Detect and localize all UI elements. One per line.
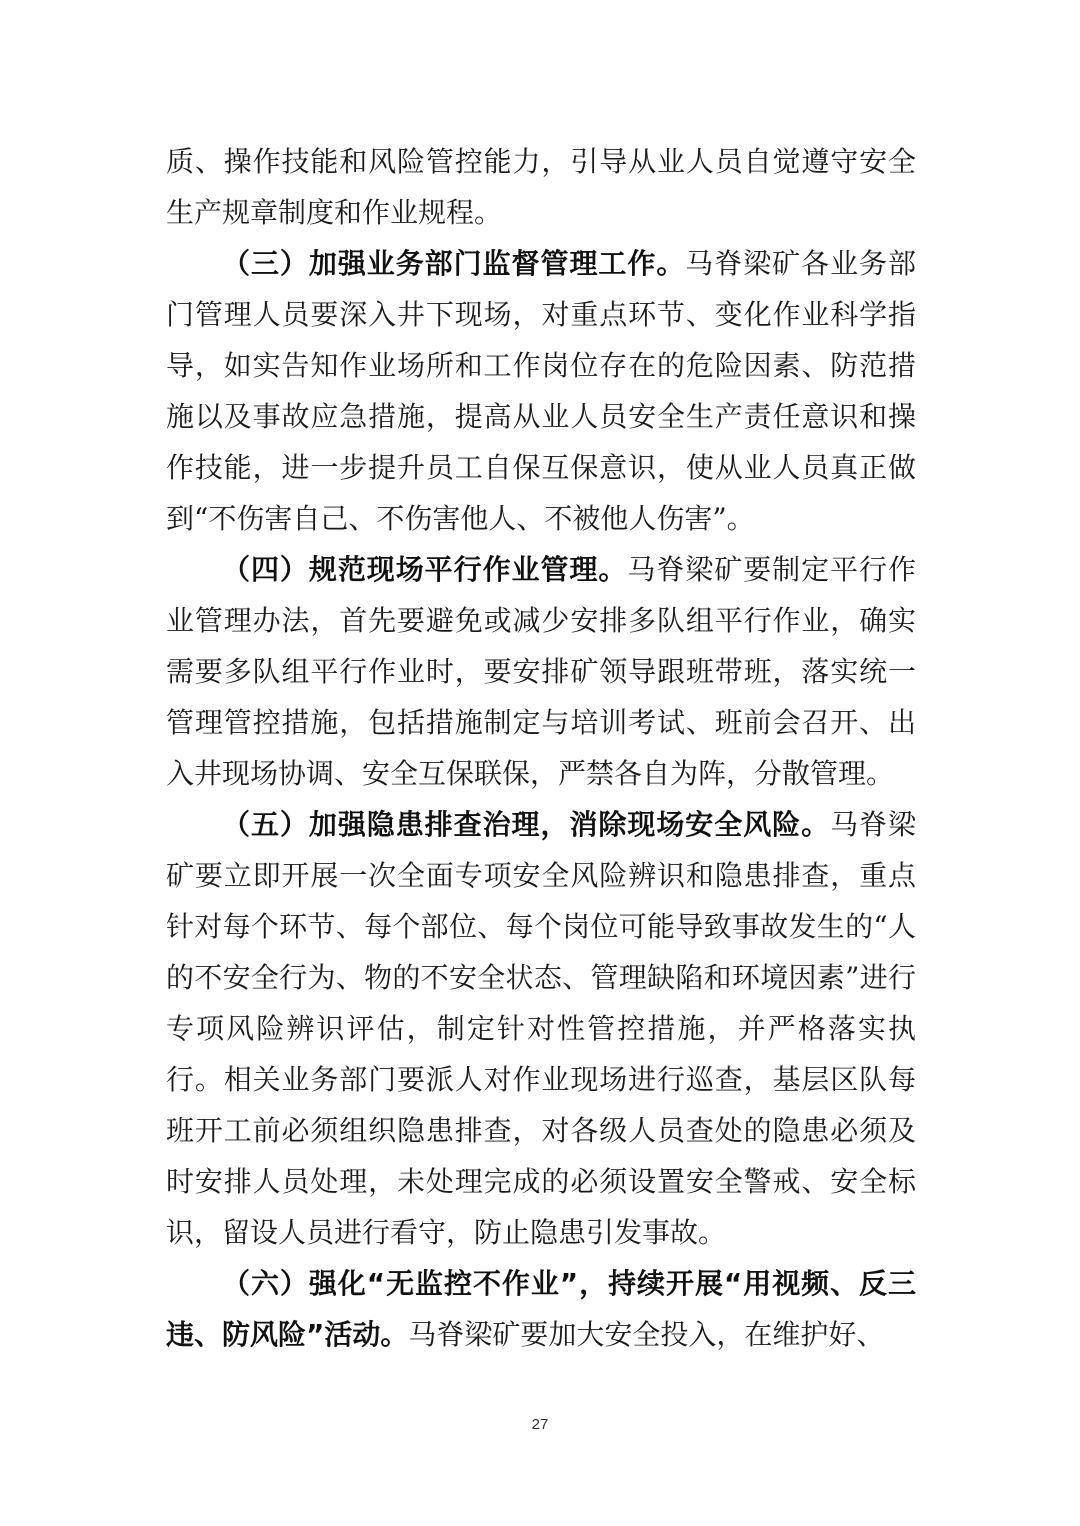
page-number: 27 — [531, 1416, 549, 1433]
paragraph-text: 马脊梁矿要加大安全投入，在维护好、 — [408, 1318, 885, 1351]
paragraph-section-4 — [166, 544, 916, 799]
paragraph-text: 马脊梁矿各业务部门管理人员要深入井下现场，对重点环节、变化作业科学指导，如实告知作业场所和工作岗位存在的危险因素、防范措施以及事故应急措施，提高从业人员安全生产责任意识和操作技能，进一步提升员工自保互保意识，使从业人员真正做到“不伤害自己、不伤害他人、不被他人伤害”。 — [166, 247, 916, 535]
paragraph-text: 马脊梁矿要立即开展一次全面专项安全风险辨识和隐患排查，重点针对每个环节、每个部位、每个岗位可能导致事故发生的“人的不安全行为、物的不安全状态、管理缺陷和环境因素”进行专项风险辨识评估，制定针对性管控措施，并严格落实执行。相关业务部门要派人对作业现场进行巡查，基层区队每班开工前必须组织隐患排查，对各级人员查处的隐患必须及时安排人员处理，未处理完成的必须设置安全警戒、安全标识，留设人员进行看守，防止隐患引发事故。 — [166, 808, 916, 1249]
section-heading: （三）加强业务部门监督管理工作。 — [222, 247, 686, 280]
paragraph-text: 马脊梁矿要制定平行作业管理办法，首先要避免或减少安排多队组平行作业，确实需要多队组平行作业时，要安排矿领导跟班带班，落实统一管理管控措施，包括措施制定与培训考试、班前会召开、出入井现场协调、安全互保联保，严禁各自为阵，分散管理。 — [166, 553, 916, 790]
document-body — [166, 136, 916, 1360]
paragraph-section-6 — [166, 1258, 916, 1360]
section-heading: （六）强化“无监控不作业”，持续开展“用视频、反三违、防风险”活动。 — [166, 1267, 916, 1351]
section-heading: （四）规范现场平行作业管理。 — [222, 553, 628, 586]
paragraph-text: 质、操作技能和风险管控能力，引导从业人员自觉遵守安全生产规章制度和作业规程。 — [166, 145, 916, 229]
paragraph-section-5 — [166, 799, 916, 1258]
paragraph-continuation — [166, 136, 916, 238]
section-heading: （五）加强隐患排查治理，消除现场安全风险。 — [222, 808, 831, 841]
paragraph-section-3 — [166, 238, 916, 544]
